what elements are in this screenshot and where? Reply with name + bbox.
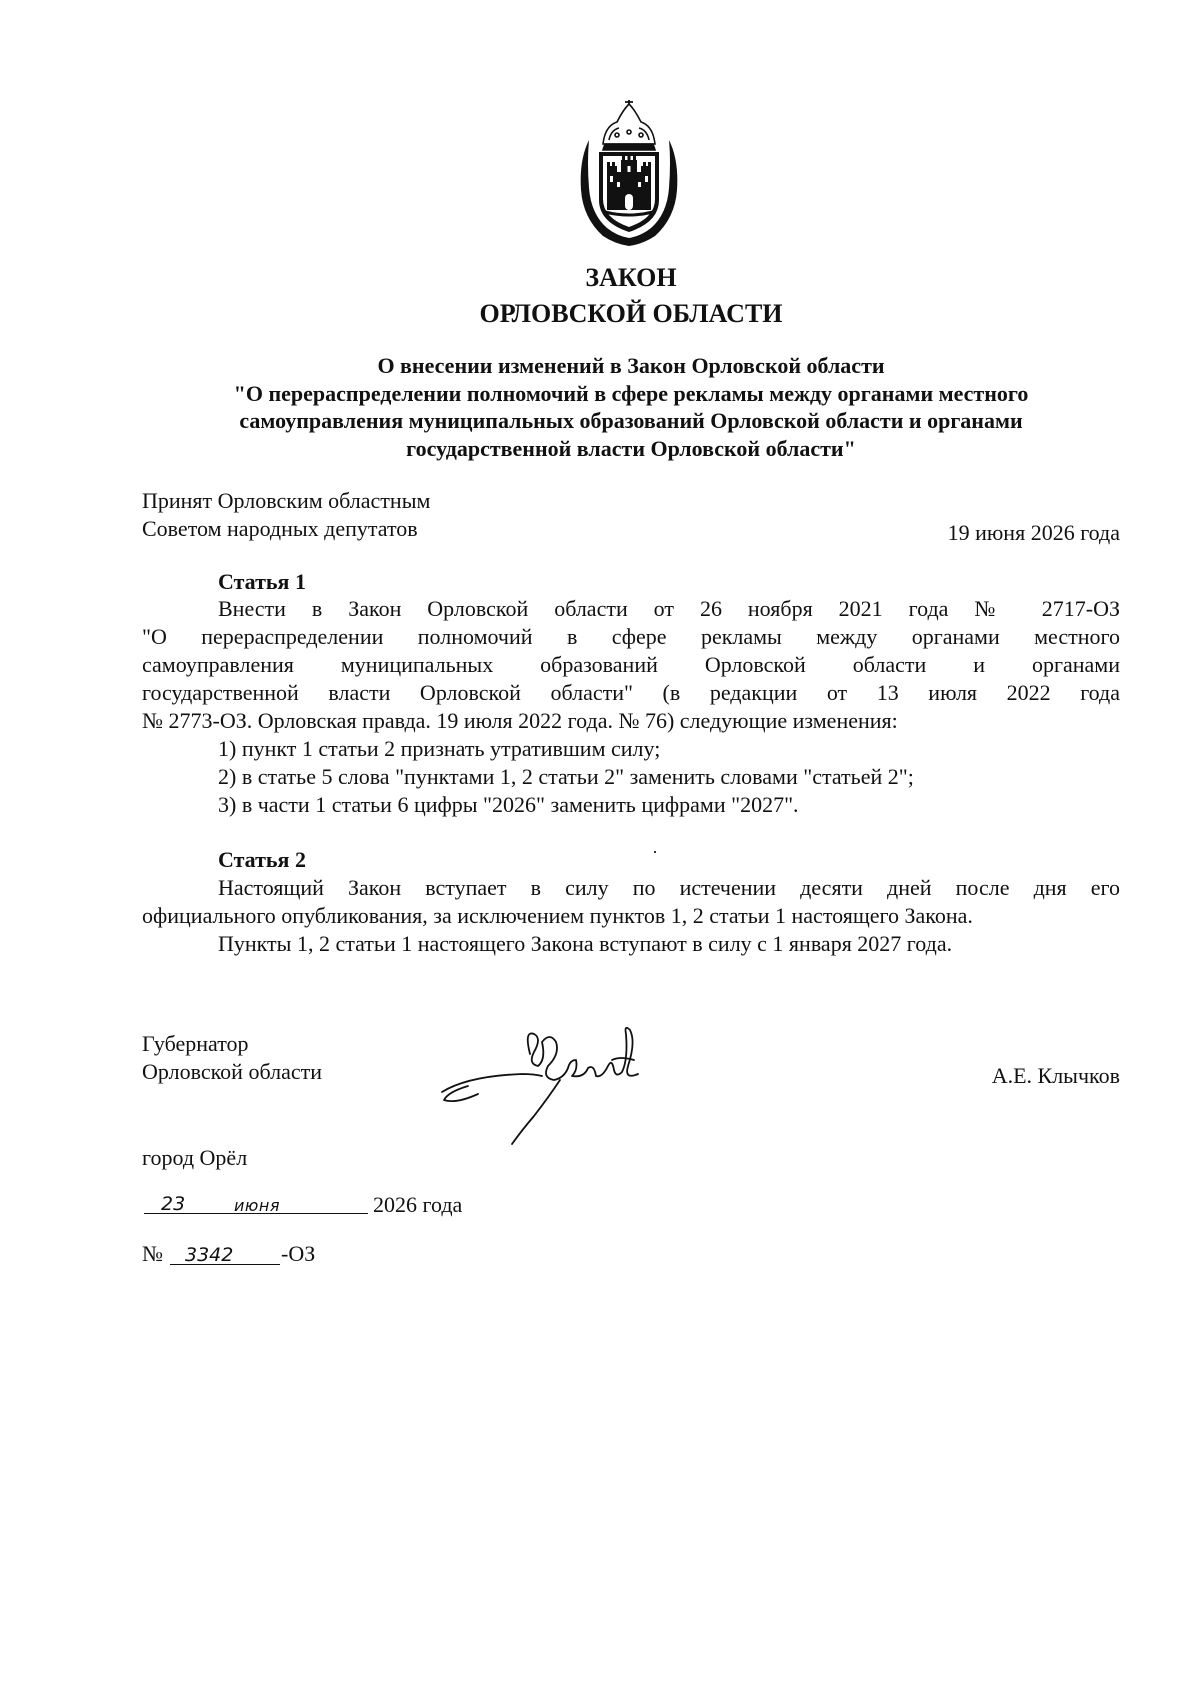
- article-1-line: государственной власти Орловской области" (в редакции от 13 июля 2022 года: [142, 680, 1120, 705]
- signatory-name: А.Е. Клычков: [991, 1063, 1120, 1088]
- orel-oblast-coat-of-arms-icon: [575, 100, 683, 246]
- article-1-line: самоуправления муниципальных образований Орловской области и органами: [142, 652, 1120, 677]
- article-2-heading: Статья 2: [218, 847, 306, 872]
- adoption-line-1: Принят Орловским областным: [142, 488, 431, 513]
- subject-line: государственной власти Орловской области": [406, 435, 856, 461]
- article-1-line: Внести в Закон Орловской области от 26 ноября 2021 года № 2717-ОЗ: [218, 596, 1120, 621]
- document-type-title: ЗАКОН: [585, 263, 677, 292]
- law-number-suffix: -ОЗ: [281, 1241, 316, 1266]
- law-subject-heading: [140, 352, 1122, 462]
- subject-line: самоуправления муниципальных образований Орловской области и органами: [239, 408, 1023, 433]
- article-1-heading: Статья 1: [218, 569, 306, 594]
- article-2-line: Настоящий Закон вступает в силу по истечении десяти дней после дня его: [218, 875, 1120, 900]
- signatory-position-line-1: Губернатор: [142, 1031, 249, 1056]
- adoption-date: 19 июня 2026 года: [947, 520, 1120, 545]
- article-2-line: официального опубликования, за исключением пунктов 1, 2 статьи 1 настоящего Закона.: [142, 903, 973, 928]
- handwritten-signature-icon: [438, 1020, 678, 1150]
- city-of-signing: город Орёл: [142, 1145, 248, 1170]
- law-number-prefix: №: [142, 1241, 163, 1266]
- article-1-line: "О перераспределении полномочий в сфере рекламы между органами местного: [142, 624, 1120, 649]
- article-1-item: 1) пункт 1 статьи 2 признать утратившим силу;: [218, 736, 661, 761]
- signing-year: 2026 года: [373, 1192, 463, 1217]
- law-number: 3342: [185, 1244, 234, 1266]
- subject-line: "О перераспределении полномочий в сфере рекламы между органами местного: [233, 380, 1029, 406]
- subject-line: О внесении изменений в Закон Орловской области: [377, 353, 885, 378]
- signing-day: 23: [161, 1193, 186, 1215]
- article-2-line: Пункты 1, 2 статьи 1 настоящего Закона вступают в силу с 1 января 2027 года.: [218, 931, 953, 956]
- issuer-title: ОРЛОВСКОЙ ОБЛАСТИ: [479, 299, 783, 328]
- scan-speck: [654, 851, 656, 853]
- article-1-item: 2) в статье 5 слова "пунктами 1, 2 статьи 2" заменить словами "статьей 2";: [218, 764, 914, 789]
- signatory-position-line-2: Орловской области: [142, 1059, 322, 1084]
- signing-month: июня: [234, 1196, 280, 1215]
- article-1-line: № 2773-ОЗ. Орловская правда. 19 июля 2022 года. № 76) следующие изменения:: [142, 708, 898, 733]
- adoption-line-2: Советом народных депутатов: [142, 516, 418, 541]
- article-1-item: 3) в части 1 статьи 6 цифры "2026" заменить цифрами "2027".: [218, 792, 799, 817]
